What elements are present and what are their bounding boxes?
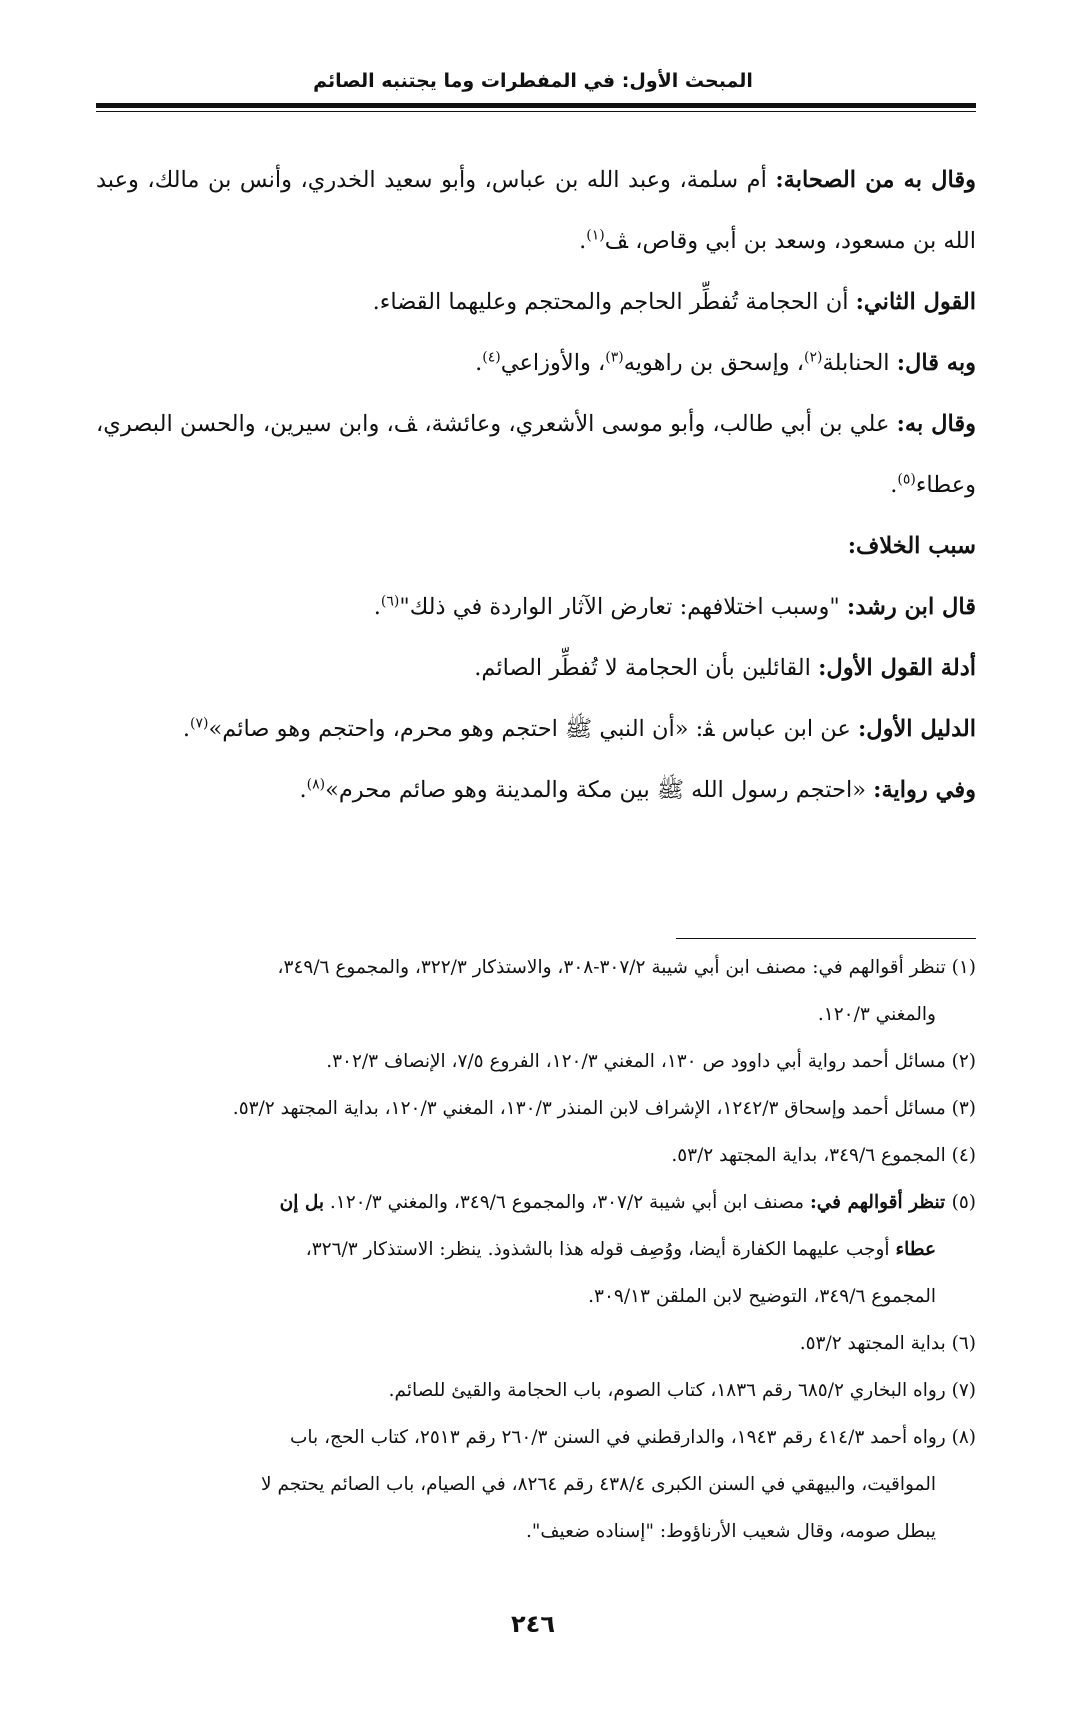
paragraph-lead: وفي رواية: <box>873 777 976 803</box>
paragraph-text: "وسبب اختلافهم: تعارض الآثار الواردة في ذلك" <box>399 594 847 620</box>
paragraph <box>96 333 976 394</box>
paragraph <box>96 699 976 760</box>
paragraph-lead: وقال به: <box>896 411 976 437</box>
footnote-text: رواه أحمد ٤١٤/٣ رقم ١٩٤٣، والدارقطني في السنن ٢٦٠/٣ رقم ٢٥١٣، كتاب الحج، باب <box>290 1427 952 1448</box>
paragraph-text: الحنابلة <box>822 350 897 376</box>
footnote-text: مصنف ابن أبي شيبة ٣٠٧/٢، والمجموع ٣٤٩/٦، والمغني ١٢٠/٣. <box>324 1192 810 1213</box>
paragraph-text: أم سلمة، وعبد الله بن عباس، وأبو سعيد الخدري، وأنس بن مالك، وعبد الله بن مسعود، وسعد بن أبي وقاص، ﭫ <box>96 167 976 254</box>
footnote-continuation <box>96 1273 976 1320</box>
paragraph <box>96 577 976 638</box>
paragraph <box>96 394 976 516</box>
paragraph-lead: أدلة القول الأول: <box>818 655 976 681</box>
footnote <box>96 1085 976 1132</box>
footnote-text: تنظر أقوالهم في: مصنف ابن أبي شيبة ٣٠٧/٢-٣٠٨، والاستذكار ٣٢٢/٣، والمجموع ٣٤٩/٦، <box>277 957 952 978</box>
footnote-separator <box>676 938 976 939</box>
footnote-number: (٨) <box>951 1427 976 1448</box>
footnote-continuation <box>96 1508 976 1555</box>
footnote <box>96 1320 976 1367</box>
main-text <box>96 150 976 821</box>
footnote-text: أوجب عليهما الكفارة أيضا، ووُصِف قوله هذا بالشذوذ. ينظر: الاستذكار ٣٢٦/٣، <box>305 1239 896 1260</box>
footnote-text: يبطل صومه، وقال شعيب الأرناؤوط: "إسناده ضعيف". <box>526 1521 936 1542</box>
punct: . <box>299 777 307 803</box>
footnote-text: المجموع ٣٤٩/٦، بداية المجتهد ٥٣/٢. <box>671 1145 952 1166</box>
footnote <box>96 1414 976 1461</box>
paragraph-lead: القول الثاني: <box>855 289 976 315</box>
heading-text: سبب الخلاف: <box>847 533 976 559</box>
footnote <box>96 1367 976 1414</box>
section-heading <box>96 516 976 577</box>
footnote-text: رواه البخاري ٦٨٥/٢ رقم ١٨٣٦، كتاب الصوم، باب الحجامة والقيئ للصائم. <box>388 1380 952 1401</box>
paragraph <box>96 272 976 333</box>
footnote-text: المجموع ٣٤٩/٦، التوضيح لابن الملقن ٣٠٩/١٣. <box>588 1286 936 1307</box>
paragraph-text: القائلين بأن الحجامة لا تُفطِّر الصائم. <box>474 655 819 681</box>
footnote-ref[interactable]: (٧) <box>190 715 209 732</box>
footnote-ref[interactable]: (٢) <box>804 349 823 366</box>
punct: . <box>890 472 898 498</box>
footnote-text: بداية المجتهد ٥٣/٢. <box>799 1333 952 1354</box>
footnote <box>96 944 976 991</box>
punct: . <box>373 594 381 620</box>
paragraph <box>96 760 976 821</box>
footnote-number: (٣) <box>951 1098 976 1119</box>
footnote-bold: عطاء <box>895 1239 936 1260</box>
footnote-ref[interactable]: (٣) <box>605 349 624 366</box>
paragraph-text: عن ابن عباس ﭭ: «أن النبي ﷺ احتجم وهو محرم، واحتجم وهو صائم» <box>208 716 858 742</box>
footnote-number: (٧) <box>951 1380 976 1401</box>
footnote-text: المواقيت، والبيهقي في السنن الكبرى ٤٣٨/٤ رقم ٨٢٦٤، في الصيام، باب الصائم يحتجم لا <box>261 1474 936 1495</box>
running-header: المبحث الأول: في المفطرات وما يجتنبه الصائم <box>313 70 753 92</box>
paragraph <box>96 150 976 272</box>
paragraph-lead: الدليل الأول: <box>857 716 976 742</box>
footnote-number: (٦) <box>951 1333 976 1354</box>
paragraph-lead: وبه قال: <box>896 350 976 376</box>
footnote-number: (١) <box>951 957 976 978</box>
footnote <box>96 1179 976 1226</box>
paragraph-lead: قال ابن رشد: <box>846 594 976 620</box>
footnote-ref[interactable]: (٤) <box>482 349 501 366</box>
page-number: ٢٤٦ <box>511 1610 555 1638</box>
footnote-number: (٢) <box>951 1051 976 1072</box>
footnote-text: مسائل أحمد وإسحاق ١٢٤٢/٣، الإشراف لابن المنذر ١٣٠/٣، المغني ١٢٠/٣، بداية المجتهد ٥٣/٢. <box>232 1098 952 1119</box>
paragraph-text: «احتجم رسول الله ﷺ بين مكة والمدينة وهو صائم محرم» <box>325 777 874 803</box>
punct: . <box>182 716 191 742</box>
paragraph-text: ، والأوزاعي <box>500 350 606 376</box>
footnote-continuation <box>96 1226 976 1273</box>
footnote-continuation <box>96 1461 976 1508</box>
footnote-continuation <box>96 991 976 1038</box>
footnote-bold: بل إن <box>279 1192 324 1213</box>
footnote-number: (٥) <box>951 1192 976 1213</box>
footnote-ref[interactable]: (٨) <box>306 776 326 793</box>
footnote <box>96 1038 976 1085</box>
paragraph <box>96 638 976 699</box>
paragraph-text: أن الحجامة تُفطِّر الحاجم والمحتجم وعليهما القضاء. <box>372 289 856 315</box>
paragraph-text: ، وإسحق بن راهويه <box>623 350 805 376</box>
paragraph-lead: وقال به من الصحابة: <box>775 167 976 193</box>
header-rule <box>96 103 976 108</box>
footnote-number: (٤) <box>951 1145 976 1166</box>
punct: . <box>475 350 483 376</box>
footnote-ref[interactable]: (٥) <box>897 471 916 488</box>
footnote-text: والمغني ١٢٠/٣. <box>817 1004 936 1025</box>
footnote-ref[interactable]: (٦) <box>380 593 400 610</box>
footnote-lead: تنظر أقوالهم في: <box>809 1192 952 1213</box>
header-rule-thin <box>96 111 976 112</box>
paragraph-text: علي بن أبي طالب، وأبو موسى الأشعري، وعائشة، ﭫ، وابن سيرين، والحسن البصري، وعطاء <box>96 411 976 498</box>
footnotes <box>96 944 976 1555</box>
footnote-text: مسائل أحمد رواية أبي داوود ص ١٣٠، المغني ١٢٠/٣، الفروع ٧/٥، الإنصاف ٣٠٢/٣. <box>326 1051 952 1072</box>
punct: . <box>579 228 587 254</box>
footnote-ref[interactable]: (١) <box>586 227 605 244</box>
footnote <box>96 1132 976 1179</box>
